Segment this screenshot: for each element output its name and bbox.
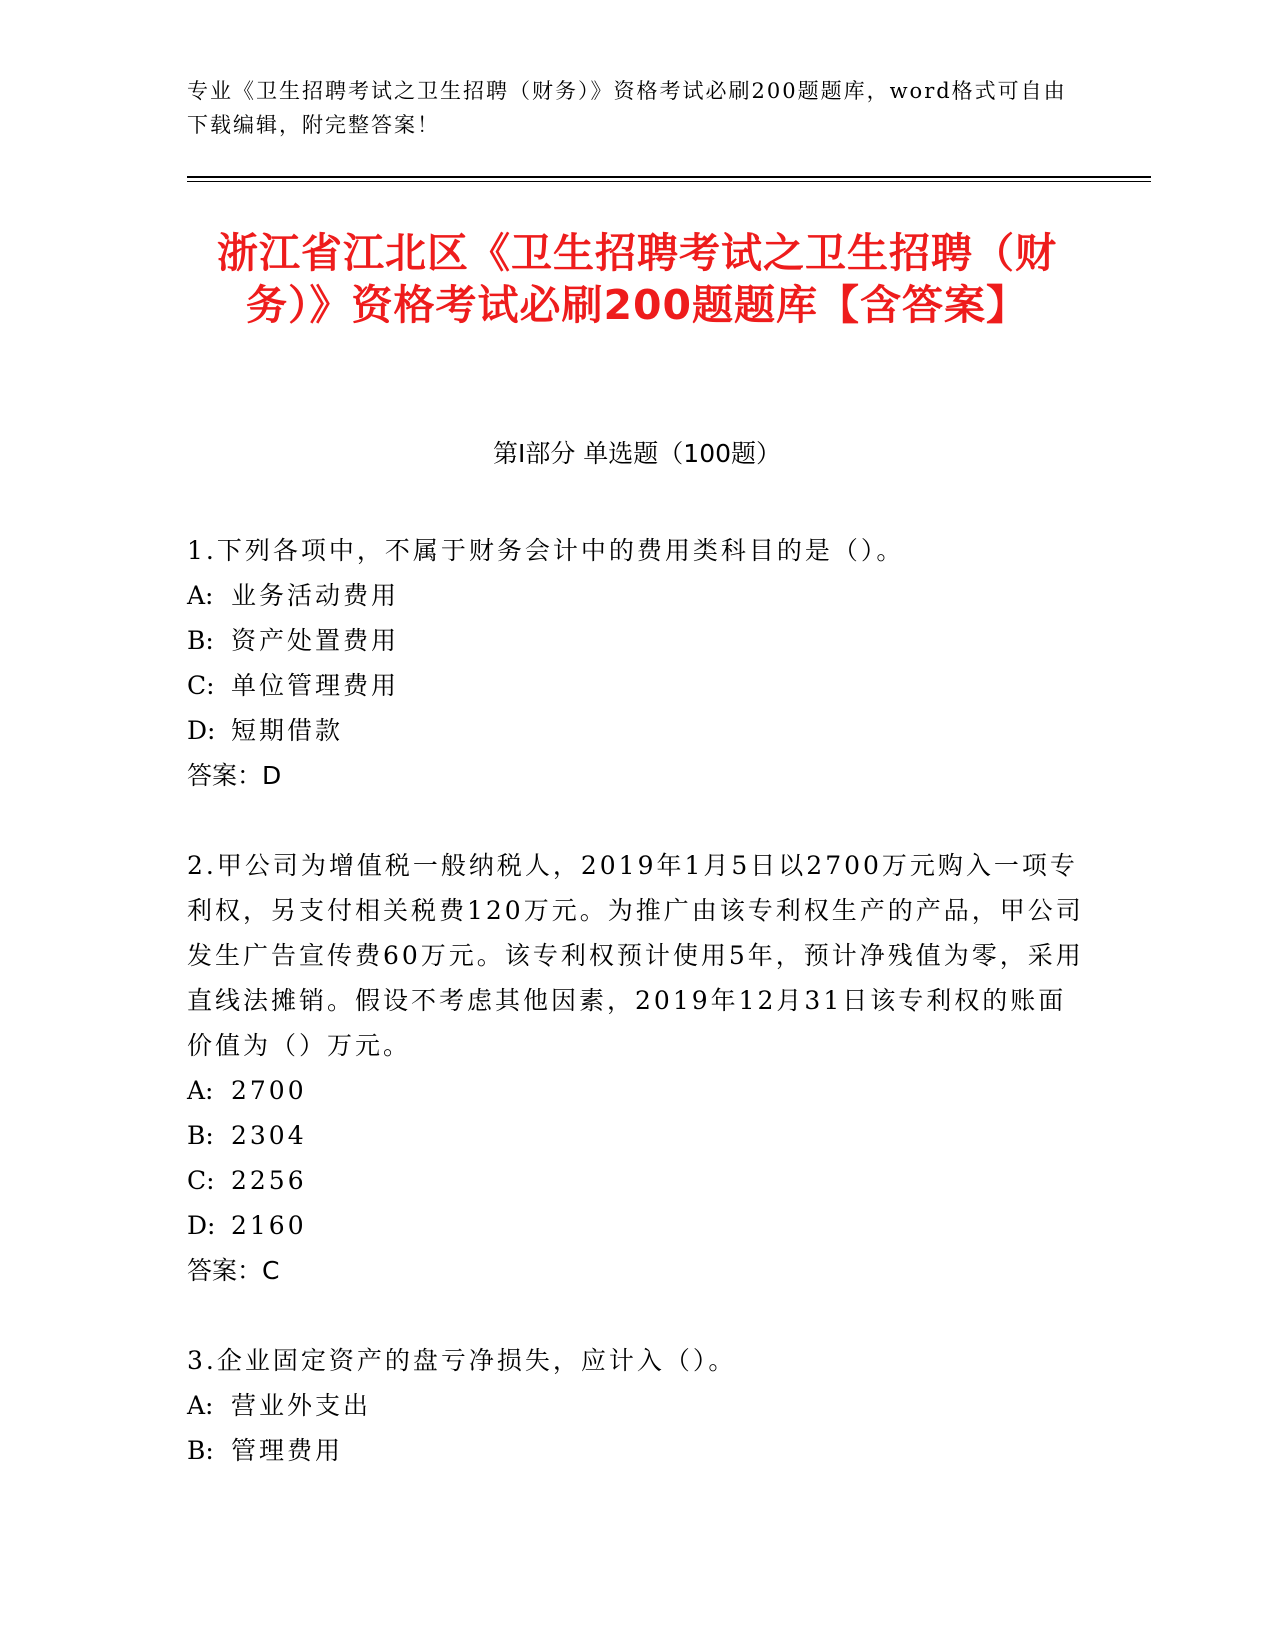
option-letter: C:: [187, 1166, 215, 1195]
header-note: 专业《卫生招聘考试之卫生招聘（财务）》资格考试必刷200题题库，word格式可自由下载编辑，附完整答案！: [187, 79, 1067, 137]
header-rule-thick: [187, 176, 1151, 178]
question-1: [187, 528, 1087, 798]
option-c: [187, 663, 1087, 708]
question-stem: 3.企业固定资产的盘亏净损失，应计入（）。: [187, 1346, 737, 1375]
option-letter: D:: [187, 1211, 216, 1240]
option-b: [187, 1428, 1087, 1473]
option-a: [187, 1383, 1087, 1428]
question-3: [187, 1338, 1087, 1473]
question-list: [187, 528, 1087, 1518]
option-text: 管理费用: [231, 1436, 344, 1465]
section-title: 第I部分 单选题（100题）: [492, 439, 782, 468]
option-letter: C:: [187, 671, 215, 700]
option-b: [187, 618, 1087, 663]
option-a: [187, 573, 1087, 618]
option-letter: B:: [187, 1121, 214, 1150]
option-text: 单位管理费用: [231, 671, 400, 700]
option-text: 2256: [231, 1166, 307, 1195]
option-text: 营业外支出: [231, 1391, 372, 1420]
option-letter: A:: [187, 1076, 214, 1105]
document-title: 浙江省江北区《卫生招聘考试之卫生招聘（财务）》资格考试必刷200题题库【含答案】: [217, 229, 1057, 329]
option-d: [187, 1203, 1087, 1248]
option-text: 业务活动费用: [231, 581, 400, 610]
option-letter: B:: [187, 626, 214, 655]
option-text: 2700: [231, 1076, 307, 1105]
option-text: 资产处置费用: [231, 626, 400, 655]
option-d: [187, 708, 1087, 753]
option-text: 短期借款: [231, 716, 344, 745]
option-text: 2160: [231, 1211, 307, 1240]
header-rule-thin: [187, 181, 1151, 182]
option-letter: D:: [187, 716, 216, 745]
option-text: 2304: [231, 1121, 307, 1150]
question-stem: 1.下列各项中，不属于财务会计中的费用类科目的是（）。: [187, 536, 905, 565]
question-stem: 2.甲公司为增值税一般纳税人，2019年1月5日以2700万元购入一项专利权，另支付相关税费120万元。为推广由该专利权生产的产品，甲公司发生广告宣传费60万元。该专利权预计使用5年，预计净残值为零，采用直线法摊销。假设不考虑其他因素，2019年12月31日该专利权的账面价值为（）万元。: [187, 851, 1084, 1060]
option-b: [187, 1113, 1087, 1158]
option-letter: A:: [187, 581, 214, 610]
question-2: [187, 843, 1087, 1293]
option-c: [187, 1158, 1087, 1203]
option-letter: A:: [187, 1391, 214, 1420]
answer-line: 答案：C: [187, 1256, 280, 1285]
option-letter: B:: [187, 1436, 214, 1465]
answer-line: 答案：D: [187, 761, 282, 790]
option-a: [187, 1068, 1087, 1113]
